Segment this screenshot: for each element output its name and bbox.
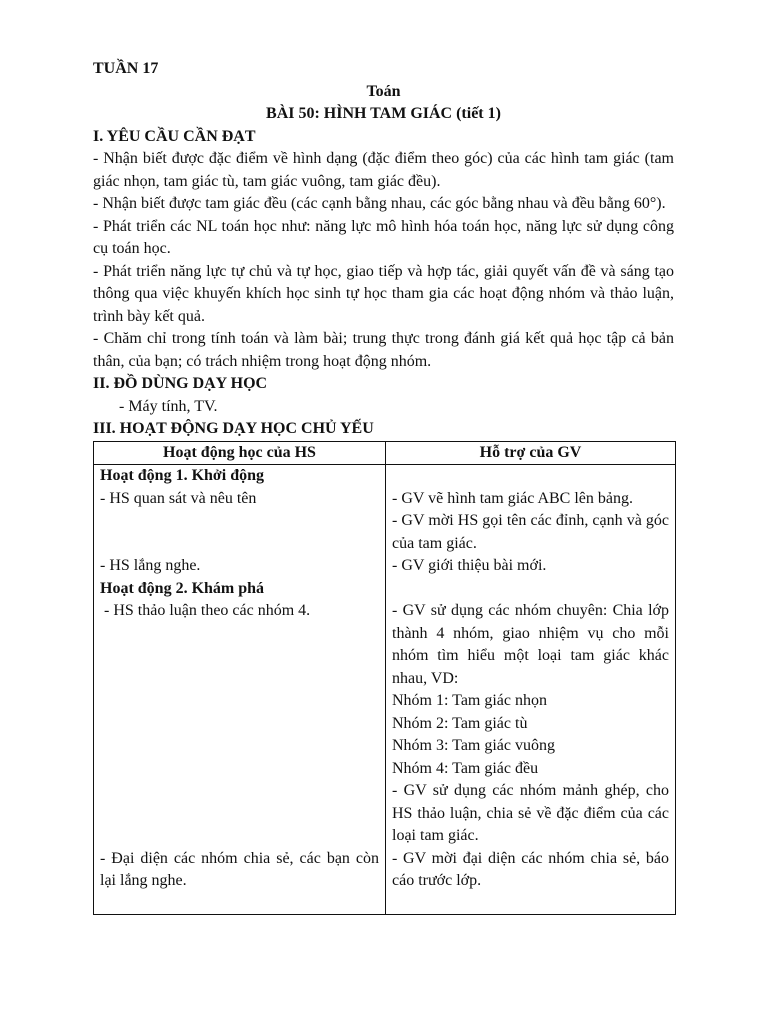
group-item: Nhóm 4: Tam giác đều bbox=[392, 759, 539, 777]
gv-support-text: - GV vẽ hình tam giác ABC lên bảng. bbox=[392, 489, 633, 507]
group-item: Nhóm 1: Tam giác nhọn bbox=[392, 692, 548, 709]
objective-item: - Nhận biết được tam giác đều (các cạnh bằng nhau, các góc bằng nhau và đều bằng 60°). bbox=[93, 195, 666, 212]
table-row bbox=[94, 465, 676, 915]
gv-support-text: - GV sử dụng các nhóm chuyên: Chia lớp thành 4 nhóm, giao nhiệm vụ cho mỗi nhóm tìm hiểu một loại tam giác khác nhau, VD: bbox=[392, 602, 669, 687]
group-item: Nhóm 2: Tam giác tù bbox=[392, 714, 528, 732]
hs-activity-text: - HS quan sát và nêu tên bbox=[100, 489, 257, 507]
column-header-hs: Hoạt động học của HS bbox=[94, 441, 386, 465]
gv-support-text: - GV giới thiệu bài mới. bbox=[392, 557, 547, 574]
gv-support-text: - GV mời HS gọi tên các đỉnh, cạnh và góc của tam giác. bbox=[392, 512, 669, 552]
section2-heading: II. ĐỒ DÙNG DẠY HỌC bbox=[93, 375, 268, 392]
group-item: Nhóm 3: Tam giác vuông bbox=[392, 737, 556, 754]
table-header-row bbox=[94, 441, 676, 465]
objective-item: - Chăm chỉ trong tính toán và làm bài; trung thực trong đánh giá kết quả học tập cả bản thân, của bạn; có trách nhiệm trong hoạt động nhóm. bbox=[93, 330, 674, 370]
document-page bbox=[93, 58, 674, 915]
section1-heading: I. YÊU CẦU CẦN ĐẠT bbox=[93, 127, 256, 145]
activity2-title: Hoạt động 2. Khám phá bbox=[100, 579, 265, 597]
section3-heading: III. HOẠT ĐỘNG DẠY HỌC CHỦ YẾU bbox=[93, 420, 374, 437]
column-header-gv: Hỗ trợ của GV bbox=[386, 441, 676, 465]
lesson-title: BÀI 50: HÌNH TAM GIÁC (tiết 1) bbox=[266, 105, 501, 122]
objective-item: - Phát triển năng lực tự chủ và tự học, giao tiếp và hợp tác, giải quyết vấn đề và sáng tạo thông qua việc khuyến khích học sinh tự học tham gia các hoạt động nhóm và thảo luận, trình bày kết quả. bbox=[93, 262, 674, 325]
objective-item: - Nhận biết được đặc điểm về hình dạng (đặc điểm theo góc) của các hình tam giác (tam giác nhọn, tam giác tù, tam giác vuông, tam giác đều). bbox=[93, 150, 674, 190]
subject-title: Toán bbox=[366, 82, 401, 100]
gv-column bbox=[386, 465, 676, 915]
hs-activity-text: - HS thảo luận theo các nhóm 4. bbox=[100, 602, 311, 619]
gv-support-text: - GV sử dụng các nhóm mảnh ghép, cho HS thảo luận, chia sẻ về đặc điểm của các loại tam giác. bbox=[392, 782, 669, 844]
hs-column bbox=[94, 465, 386, 915]
activity1-title: Hoạt động 1. Khởi động bbox=[100, 467, 265, 484]
materials-item: - Máy tính, TV. bbox=[119, 397, 218, 415]
objective-item: - Phát triển các NL toán học như: năng lực mô hình hóa toán học, năng lực sử dụng công cụ toán học. bbox=[93, 217, 674, 257]
hs-activity-text: - HS lắng nghe. bbox=[100, 557, 201, 574]
gv-support-text: - GV mời đại diện các nhóm chia sẻ, báo cáo trước lớp. bbox=[392, 849, 669, 889]
hs-activity-text: - Đại diện các nhóm chia sẻ, các bạn còn lại lắng nghe. bbox=[100, 849, 379, 889]
week-label: TUẦN 17 bbox=[93, 60, 159, 77]
lesson-plan-table bbox=[93, 441, 676, 916]
